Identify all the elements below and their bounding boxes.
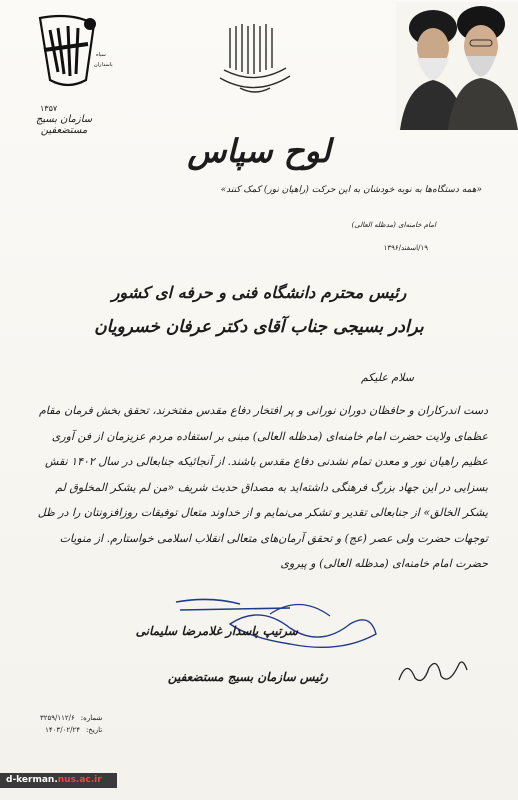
basmala-calligraphy xyxy=(210,18,300,103)
date-label: تاریخ: xyxy=(85,726,103,734)
number-label: شماره: xyxy=(80,714,103,722)
quote-attribution: امام خامنه‌ای (مدظله العالی) xyxy=(351,221,436,229)
date-value: ۱۴۰۳/۰۲/۲۴ xyxy=(45,726,80,734)
site-accent: nus.ac.ir xyxy=(57,775,102,785)
recipient-position: رئیس محترم دانشگاه فنی و حرفه ای کشور xyxy=(111,283,407,302)
leader-quote: «همه دستگاه‌ها به نوبه خودشان به این حرکت (راهیان نور) کمک کنند» xyxy=(220,185,482,195)
org-name: سازمان بسیج مستضعفین xyxy=(35,114,93,136)
svg-text:پاسداران: پاسداران xyxy=(94,62,113,68)
recipient-name: برادر بسیجی جناب آقای دکتر عرفان خسرویان xyxy=(94,317,424,337)
certificate-title: لوح سپاس xyxy=(187,132,331,170)
number-value: ۳۲۵۹/۱۱۲/۶ xyxy=(40,714,75,722)
leaders-portrait xyxy=(396,2,518,130)
svg-text:سپاه: سپاه xyxy=(96,52,106,58)
basij-emblem-logo xyxy=(28,10,113,100)
handwritten-note xyxy=(393,650,473,690)
greeting: سلام علیکم xyxy=(360,371,414,384)
site-prefix: d-kerman. xyxy=(6,775,58,785)
quote-date: ۱۹/اسفند/۱۳۹۶ xyxy=(383,244,428,252)
emblem-year: ۱۳۵۷ xyxy=(40,104,58,113)
signatory-title: رئیس سازمان بسیج مستضعفین xyxy=(167,670,328,684)
reference-meta xyxy=(40,712,102,736)
signatory-name: سرتیپ پاسدار غلامرضا سلیمانی xyxy=(135,624,298,638)
site-watermark xyxy=(0,773,117,788)
certificate-body: دست اندرکاران و حافظان دوران نورانی و پر افتخار دفاع مقدس مفتخرند، تحقق بخش فرمان مقام عظمای ولایت حضرت امام خامنه‌ای (مدظله العالی) مبنی بر استفاده مردم عزیزمان از فن آوری عظیم راهیان نور و معدن تمام نشدنی دفاع مقدس باشند. از آنجائیکه جنابعالی در سال ۱۴۰۲ نقش بسزایی در این جهاد بزرگ فرهنگی داشته‌اید به مصداق حدیث شریف «من لم یشکر المخلوق لم یشکر الخالق» از جنابعالی تقدیر و تشکر می‌نمایم و از خداوند متعال توفیقات روزافزونتان را در ظل توجهات حضرت ولی عصر (عج) و تحقق آرمان‌های متعالی انقلاب اسلامی خواستارم. از منویات حضرت امام خامنه‌ای (مدظله العالی) و پیروی xyxy=(37,404,488,570)
